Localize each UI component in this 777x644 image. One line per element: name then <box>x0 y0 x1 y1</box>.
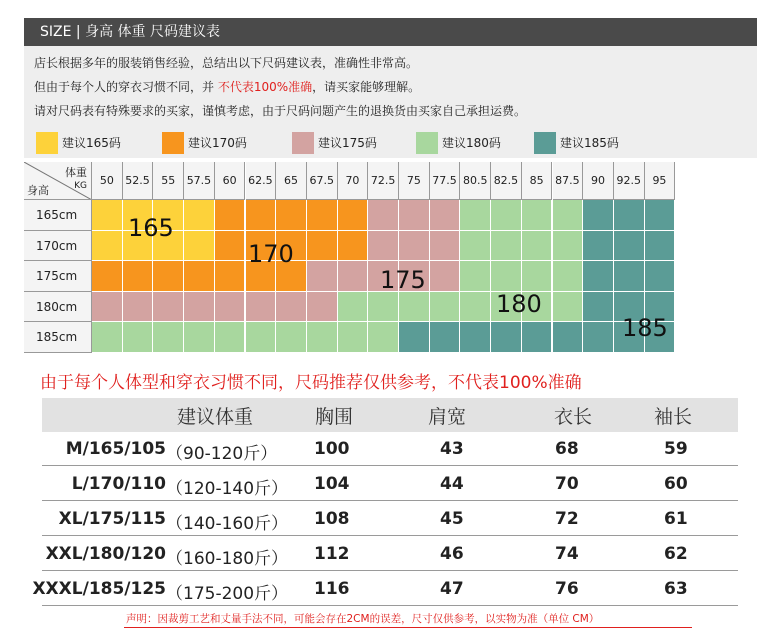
sleeve-cell: 62 <box>664 544 688 564</box>
grid-cell <box>184 231 215 262</box>
sleeve-cell: 63 <box>664 579 688 599</box>
chest-cell: 100 <box>314 439 350 459</box>
legend-swatch <box>292 132 314 154</box>
weight-header: 55 <box>153 162 184 200</box>
height-row-label: 175cm <box>24 261 92 292</box>
grid-cell <box>522 261 553 292</box>
corner-height-label: 身高 <box>27 184 49 197</box>
grid-cell <box>215 261 246 292</box>
grid-cell <box>368 200 399 231</box>
grid-cell <box>460 231 491 262</box>
grid-cell <box>522 200 553 231</box>
grid-cell <box>123 292 154 323</box>
shoulder-cell: 44 <box>440 474 464 494</box>
grid-cell <box>215 200 246 231</box>
weight-header: 90 <box>583 162 614 200</box>
grid-cell <box>430 200 461 231</box>
grid-cell <box>583 322 614 353</box>
footnote-underline <box>124 627 692 628</box>
grid-size-label: 185 <box>622 314 668 342</box>
chart-header-title: SIZE | 身高 体重 尺码建议表 <box>24 18 757 46</box>
weight-header: 85 <box>522 162 553 200</box>
length-cell: 68 <box>555 439 579 459</box>
grid-cell <box>276 322 307 353</box>
grid-cell <box>399 200 430 231</box>
notice-text: 由于每个人体型和穿衣习惯不同，尺码推荐仅供参考，不代表100%准确 <box>40 373 582 393</box>
grid-cell <box>614 231 645 262</box>
grid-cell <box>307 322 338 353</box>
weight-header: 70 <box>338 162 369 200</box>
height-row-label: 165cm <box>24 200 92 231</box>
shoulder-cell: 45 <box>440 509 464 529</box>
weight-cell: （140-160斤） <box>166 514 289 534</box>
grid-cell <box>460 292 491 323</box>
grid-cell <box>246 292 277 323</box>
legend-swatch <box>416 132 438 154</box>
table-row <box>42 432 738 466</box>
grid-cell <box>153 322 184 353</box>
grid-cell <box>215 322 246 353</box>
weight-header: 92.5 <box>614 162 645 200</box>
weight-cell: （160-180斤） <box>166 549 289 569</box>
footnote: 声明：因裁剪工艺和丈量手法不同，可能会存在2CM的误差，尺寸仅供参考，以实物为准（单位 CM） <box>126 613 600 625</box>
chest-cell: 116 <box>314 579 350 599</box>
intro-line-2-a: 但由于每个人的穿衣习惯不同，并 <box>34 80 218 94</box>
corner-weight-label: 体重 <box>65 166 87 179</box>
height-row-label: 180cm <box>24 292 92 323</box>
grid-cell <box>184 322 215 353</box>
grid-cell <box>338 261 369 292</box>
legend-label: 建议180码 <box>442 136 501 150</box>
grid-cell <box>215 292 246 323</box>
grid-cell <box>307 261 338 292</box>
grid-cell <box>583 292 614 323</box>
weight-header: 95 <box>645 162 676 200</box>
grid-cell <box>92 200 123 231</box>
grid-cell <box>184 200 215 231</box>
table-row <box>42 502 738 536</box>
grid-cell <box>153 292 184 323</box>
grid-cell <box>368 292 399 323</box>
grid-cell <box>276 292 307 323</box>
grid-cell <box>430 322 461 353</box>
grid-cell <box>246 322 277 353</box>
weight-header: 77.5 <box>430 162 461 200</box>
grid-cell <box>399 322 430 353</box>
legend-label: 建议165码 <box>62 136 121 150</box>
grid-cell <box>92 261 123 292</box>
grid-cell <box>553 322 584 353</box>
height-row-label: 185cm <box>24 322 92 353</box>
grid-cell <box>522 231 553 262</box>
weight-cell: （90-120斤） <box>166 444 278 464</box>
grid-cell <box>614 200 645 231</box>
weight-header: 62.5 <box>246 162 277 200</box>
legend-label: 建议175码 <box>318 136 377 150</box>
grid-cell <box>491 261 522 292</box>
grid-cell <box>430 292 461 323</box>
chest-cell: 108 <box>314 509 350 529</box>
grid-cell <box>491 231 522 262</box>
grid-cell <box>583 200 614 231</box>
grid-size-label: 175 <box>380 266 426 294</box>
weight-header: 60 <box>215 162 246 200</box>
legend-label: 建议185码 <box>560 136 619 150</box>
weight-header: 50 <box>92 162 123 200</box>
grid-cell <box>645 200 676 231</box>
shoulder-cell: 43 <box>440 439 464 459</box>
grid-cell <box>553 292 584 323</box>
grid-cell <box>491 322 522 353</box>
intro-line-2-red: 不代表100%准确 <box>217 80 313 94</box>
legend-label: 建议170码 <box>188 136 247 150</box>
sleeve-cell: 60 <box>664 474 688 494</box>
chest-cell: 104 <box>314 474 350 494</box>
corner-kg-label: KG <box>74 181 87 191</box>
grid-cell <box>368 231 399 262</box>
grid-cell <box>614 261 645 292</box>
grid-cell <box>92 231 123 262</box>
table-row <box>42 537 738 571</box>
grid-cell <box>460 261 491 292</box>
grid-cell <box>553 200 584 231</box>
weight-header: 57.5 <box>184 162 215 200</box>
intro-line-1: 店长根据多年的服装销售经验，总结出以下尺码建议表，准确性非常高。 <box>34 56 419 70</box>
header-shoulder: 肩宽 <box>428 406 467 428</box>
grid-cell <box>645 231 676 262</box>
grid-size-label: 170 <box>248 240 294 268</box>
size-cell: XXXL/185/125 <box>32 579 166 599</box>
grid-cell <box>307 200 338 231</box>
length-cell: 76 <box>555 579 579 599</box>
weight-header: 67.5 <box>307 162 338 200</box>
size-table-header <box>42 398 738 432</box>
grid-cell <box>583 261 614 292</box>
grid-cell <box>491 200 522 231</box>
grid-cell <box>276 200 307 231</box>
weight-header: 80.5 <box>460 162 491 200</box>
size-cell: M/165/105 <box>65 439 166 459</box>
weight-header: 52.5 <box>123 162 154 200</box>
grid-cell <box>123 322 154 353</box>
grid-cell <box>123 261 154 292</box>
header-sleeve: 袖长 <box>654 406 693 428</box>
weight-header: 82.5 <box>491 162 522 200</box>
grid-size-label: 180 <box>496 290 542 318</box>
grid-cell <box>368 322 399 353</box>
length-cell: 74 <box>555 544 579 564</box>
grid-cell <box>399 231 430 262</box>
grid-cell <box>338 322 369 353</box>
weight-cell: （175-200斤） <box>166 584 289 604</box>
grid-cell <box>246 200 277 231</box>
size-cell: XXL/180/120 <box>45 544 166 564</box>
sleeve-cell: 59 <box>664 439 688 459</box>
intro-line-2 <box>34 78 420 95</box>
grid-cell <box>460 200 491 231</box>
length-cell: 72 <box>555 509 579 529</box>
sleeve-cell: 61 <box>664 509 688 529</box>
grid-cell <box>338 292 369 323</box>
grid-cell <box>399 292 430 323</box>
grid-cell <box>92 322 123 353</box>
grid-cell <box>338 231 369 262</box>
weight-cell: （120-140斤） <box>166 479 289 499</box>
grid-cell <box>583 231 614 262</box>
grid-cell <box>460 322 491 353</box>
grid-cell <box>338 200 369 231</box>
grid-cell <box>553 231 584 262</box>
chest-cell: 112 <box>314 544 350 564</box>
grid-cell <box>184 292 215 323</box>
weight-header: 72.5 <box>368 162 399 200</box>
header-length: 衣长 <box>554 406 593 428</box>
grid-cell <box>215 231 246 262</box>
grid-cell <box>307 231 338 262</box>
weight-header: 75 <box>399 162 430 200</box>
height-row-label: 170cm <box>24 231 92 262</box>
grid-cell <box>522 322 553 353</box>
header-weight: 建议体重 <box>177 406 254 428</box>
grid-cell <box>430 231 461 262</box>
grid-cell <box>430 261 461 292</box>
grid-size-label: 165 <box>128 214 174 242</box>
grid-cell <box>307 292 338 323</box>
grid-cell <box>184 261 215 292</box>
length-cell: 70 <box>555 474 579 494</box>
shoulder-cell: 47 <box>440 579 464 599</box>
intro-line-3: 请对尺码表有特殊要求的买家，谨慎考虑，由于尺码问题产生的退换货由买家自己承担运费。 <box>34 104 527 118</box>
header-chest: 胸围 <box>315 406 354 428</box>
grid-corner <box>24 162 92 200</box>
size-cell: XL/175/115 <box>58 509 166 529</box>
legend-swatch <box>162 132 184 154</box>
grid-cell <box>645 261 676 292</box>
table-row <box>32 572 738 606</box>
shoulder-cell: 46 <box>440 544 464 564</box>
size-cell: L/170/110 <box>71 474 166 494</box>
grid-cell <box>92 292 123 323</box>
table-row <box>42 467 738 501</box>
grid-cell <box>553 261 584 292</box>
weight-header: 87.5 <box>553 162 584 200</box>
weight-header: 65 <box>276 162 307 200</box>
grid-cell <box>153 261 184 292</box>
legend-swatch <box>534 132 556 154</box>
intro-panel <box>24 46 757 158</box>
intro-line-2-b: ，请买家能够理解。 <box>312 80 421 94</box>
legend-swatch <box>36 132 58 154</box>
